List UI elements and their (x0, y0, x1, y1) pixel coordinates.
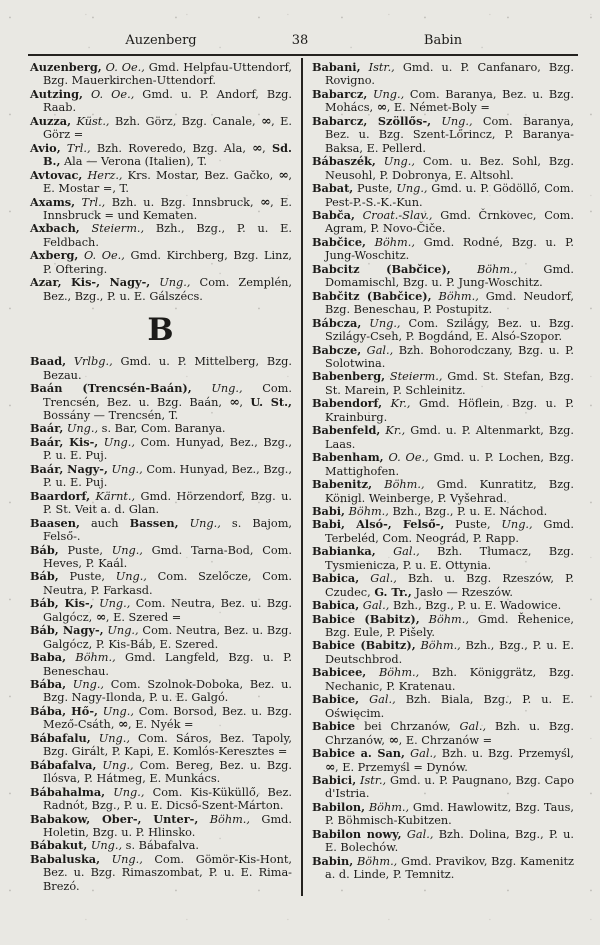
entry-headword: Babani, (312, 60, 361, 74)
entry-headword: Bábahalma, (30, 784, 106, 799)
entry-headword: Báb, Nagy-, (30, 623, 104, 638)
entry-region-abbr: Ung., (100, 852, 143, 866)
gazetteer-entry (30, 276, 292, 303)
gazetteer-entry (312, 451, 574, 478)
entry-headword: Babice a. San, (312, 746, 405, 761)
entry-region-abbr: Ung., (63, 422, 99, 436)
entry-text: auch (79, 516, 130, 530)
entry-text: Bzh. u. Bzg. Chrzanów, (325, 720, 574, 747)
entry-text: Com. Szilágy, Bez. u. Bzg. Szilágy-Cseh, P. Bogdánd, E. Alsó-Szopor. (325, 316, 575, 344)
entry-region-abbr: Küst., (71, 114, 110, 128)
entry-region-abbr: Ung., (396, 182, 428, 196)
entry-text: Puste, (353, 182, 397, 196)
entry-headword: Babi, Alsó-, Felső-, (312, 517, 445, 532)
entry-region-abbr: Ung., (98, 435, 135, 449)
header-rule (28, 54, 578, 56)
entry-headword: Babarcz, Szöllős-, (312, 113, 432, 128)
entry-text: Bzh. u. Bzg. Przemyśl, (436, 747, 574, 761)
entry-region-abbr: Böhm., (450, 262, 518, 276)
entry-region-abbr: Vrlbg., (66, 355, 113, 369)
entry-headword: Babenham, (312, 450, 384, 465)
gazetteer-entry (312, 599, 574, 612)
entry-text: Com. Sáros, Bez. Tapoly, Bzg. Girált, P. Kapi, E. Komlós-Keresztes = (43, 731, 293, 759)
page-number: 38 (291, 33, 309, 48)
entry-region-abbr: Steierm., (385, 370, 443, 384)
gazetteer-entry (312, 828, 574, 855)
entry-text: Bzh. Roveredo, Bzg. Ala, (90, 141, 253, 155)
entry-text: Com. Baranya, Bez. u. Bzg. Szent-Lőrincz, P. Baranya-Baksa, E. Pellerd. (325, 114, 574, 155)
entry-region-abbr: Istr., (356, 774, 387, 788)
entry-text: Gmd. Kirchberg, Bzg. Linz, P. Oftering. (43, 249, 292, 276)
entry-text: , E. Nyék = (128, 718, 194, 732)
column-divider (301, 58, 303, 896)
entry-text: Gmd. Helpfau-Uttendorf, Bzg. Mauerkirchen-Uttendorf. (43, 61, 292, 88)
entry-text: Bzh. u. Bzg. Innsbruck, (105, 195, 261, 209)
entry-text: , E. Német-Boly = (386, 101, 490, 115)
entry-headword: Baardorf, (30, 488, 91, 503)
entry-text: Com. Zemplén, Bez., Bzg., P. u. E. Gálszécs. (43, 276, 292, 303)
gazetteer-entry (30, 139, 292, 169)
entry-headword: Baad, (30, 354, 67, 369)
entry-text: s. Bajom, Felső-. (43, 516, 292, 544)
gazetteer-entry (30, 544, 292, 571)
gazetteer-entry (30, 61, 292, 88)
entry-headword: Auzza, (30, 113, 72, 128)
entry-region-abbr: Gal., (361, 343, 394, 357)
entry-headword: Bassen, (129, 515, 179, 530)
entry-headword: Babča, (312, 207, 355, 222)
entry-region-abbr: Böhm., (415, 639, 461, 653)
entry-headword: Baán (Trencsén-Baán), (30, 381, 192, 396)
entry-text: Gmd. Rodné, Bzg. u. P. Jung-Woschitz. (325, 235, 574, 263)
gazetteer-entry (312, 88, 574, 115)
entry-region-abbr: Ung., (96, 758, 134, 772)
entry-text: , (239, 395, 251, 409)
entries-before-heading (30, 61, 292, 303)
entry-text: Bzh. Görz, Bzg. Canale, (109, 114, 262, 128)
gazetteer-entry (30, 597, 292, 624)
entry-text: bei Chrzanów, (355, 720, 460, 734)
entry-headword: Axberg, (30, 248, 79, 263)
entry-text: Com. Gömör-Kis-Hont, Bez. u. Bzg. Rimaszombat, P. u. E. Rima-Brezó. (43, 852, 292, 893)
entry-region-abbr: Kr., (380, 424, 406, 438)
entry-region-abbr: Böhm., (372, 478, 425, 492)
post-horn-icon: ∞ (118, 716, 129, 732)
gazetteer-entry (312, 774, 574, 801)
gazetteer-entry (312, 317, 574, 344)
entry-region-abbr: Ung., (103, 624, 139, 638)
post-horn-icon: ∞ (376, 99, 387, 115)
gazetteer-entry (312, 115, 574, 155)
running-header (0, 33, 600, 51)
entry-region-abbr: Ung., (111, 543, 143, 557)
gazetteer-entry (312, 720, 574, 747)
entry-headword: Avio, (30, 140, 61, 155)
gazetteer-entry (312, 424, 574, 451)
entry-region-abbr: Trl., (75, 195, 106, 209)
entry-text: Gmd. Langfeld, Bzg. u. P. Beneschau. (43, 651, 292, 678)
entry-region-abbr: Ung., (107, 462, 143, 476)
entry-headword: Babčitz (Babčice), (312, 288, 432, 303)
entry-region-abbr: Gal., (375, 545, 420, 559)
entry-headword: Babcitz (Babčice), (312, 261, 451, 276)
entry-headword: Babarcz, (312, 86, 368, 101)
gazetteer-entry (312, 155, 574, 182)
entry-text: Gmd. u. P. Paugnano, Bzg. Capo d'Istria. (325, 774, 574, 801)
entry-text: Bzh., Bzg., P. u. E. Náchod. (388, 504, 548, 518)
entry-text: Com. Szelőcze, Com. Neutra, P. Farkasd. (43, 570, 292, 597)
entry-region-abbr: Ung., (178, 516, 221, 530)
gazetteer-entry (30, 112, 292, 142)
entry-text: , E. Görz = (43, 114, 292, 142)
entry-text: Gmd. Höflein, Bzg. u. P. Krainburg. (325, 397, 574, 424)
entry-headword: Babilon nowy, (312, 826, 402, 841)
entry-headword: Babenitz, (312, 477, 373, 492)
entry-headword: Babica, (312, 598, 360, 613)
entry-text: Gmd. Hawlowitz, Bzg. Taus, P. Böhmisch-Kubitzen. (325, 800, 574, 828)
post-horn-icon: ∞ (229, 393, 240, 409)
entry-region-abbr: Ung., (375, 155, 415, 169)
entry-region-abbr: Böhm., (419, 612, 469, 626)
entry-region-abbr: Kärnt., (90, 489, 136, 503)
entry-text: Puste, (58, 543, 112, 557)
section-heading-b: B (147, 312, 175, 349)
running-header-left: Auzenberg (125, 33, 197, 48)
gazetteer-entry (312, 209, 574, 236)
gazetteer-entry (30, 355, 292, 382)
gazetteer-entry (30, 678, 292, 705)
gazetteer-entry (30, 732, 292, 759)
entry-headword: Babici, (312, 773, 357, 788)
post-horn-icon: ∞ (278, 166, 289, 182)
entry-text: Gmd. u. P. Andorf, Bzg. Raab. (43, 87, 292, 115)
gazetteer-entry (312, 182, 574, 209)
entry-region-abbr: Ung., (90, 731, 130, 745)
entry-region-abbr: Ung., (367, 87, 405, 101)
entry-headword: Babilon, (312, 799, 366, 814)
entry-text: Com. Hunyad, Bez., Bzg., P. u. E. Puj. (43, 462, 292, 490)
gazetteer-entry (312, 397, 574, 424)
gazetteer-entry (312, 518, 574, 545)
gazetteer-entry (312, 61, 574, 88)
entry-region-abbr: Ung., (115, 570, 147, 584)
gazetteer-entry (30, 705, 292, 732)
entry-text: Ala — Verona (Italien), T. (60, 155, 207, 169)
entry-text: Bzh. Bohorodczany, Bzg. u. P. Solotwina. (325, 343, 574, 370)
entry-text: Com. Neutra, Bez. u. Bzg. Galgócz, (43, 597, 292, 624)
entry-region-abbr: Ung., (431, 114, 473, 128)
entry-text: Com. Trencsén, Bez. u. Bzg. Baán, (43, 382, 292, 409)
entry-text: Com. Borsod, Bez. u. Bzg. Mező-Csáth, (43, 704, 292, 732)
entry-headword: U. St., (250, 394, 292, 409)
entry-headword: Babaluska, (30, 851, 101, 866)
entry-text: Bzh., Bzg., P. u. E. Deutschbrod. (325, 639, 574, 666)
gazetteer-entry (312, 572, 574, 599)
entry-headword: G. Tr., (374, 584, 412, 599)
entry-text: Gmd. Řehenice, Bzg. Eule, P. Pišely. (325, 612, 575, 640)
entry-text: Gmd. Pravikov, Bzg. Kamenitz a. d. Linde, P. Temnitz. (325, 854, 574, 882)
entry-headword: Babakow, Ober-, Unter-, (30, 811, 199, 826)
entry-headword: Bábaszék, (312, 154, 376, 169)
entry-headword: Babice (Babitz), (312, 638, 416, 653)
entry-region-abbr: Trl., (60, 141, 91, 155)
right-entries (312, 61, 574, 882)
entry-text: Bzh., Bzg., P. u. E. Wadowice. (389, 599, 562, 613)
entry-text: Gmd. Kunratitz, Bzg. Königl. Weinberge, P. Vyšehrad. (325, 478, 574, 505)
gazetteer-entry (30, 422, 292, 435)
entry-text: Gmd. Črnkovec, Com. Agram, P. Novo-Čiče. (325, 208, 574, 236)
entry-text: Gmd. Neudorf, Bzg. Beneschau, P. Postupitz. (325, 289, 574, 317)
entry-region-abbr: Steierm., (79, 222, 145, 236)
entry-region-abbr: Kr., (382, 397, 411, 411)
entry-region-abbr: Ung., (191, 382, 243, 396)
entry-headword: Sd. B., (43, 140, 292, 169)
entry-region-abbr: Gal., (401, 827, 434, 841)
entry-headword: Babice, (312, 692, 360, 707)
entry-region-abbr: Ung., (97, 704, 134, 718)
gazetteer-entry (30, 517, 292, 544)
gazetteer-entry (30, 786, 292, 813)
entry-text: Gmd. Tarna-Bod, Com. Heves, P. Kaál. (43, 543, 292, 570)
gazetteer-entry (30, 651, 292, 678)
entry-headword: Axams, (30, 194, 76, 209)
entry-text: , E. Chrzanów = (398, 733, 493, 747)
entry-headword: Azar, Kis-, Nagy-, (30, 275, 151, 290)
post-horn-icon: ∞ (261, 112, 272, 128)
gazetteer-entry (30, 490, 292, 517)
gazetteer-entry (30, 853, 292, 893)
entry-region-abbr: Böhm., (353, 854, 398, 868)
entry-text: , (262, 141, 272, 155)
post-horn-icon: ∞ (325, 758, 336, 774)
entry-text: Puste, (444, 518, 502, 532)
entry-text: Com. Szolnok-Doboka, Bez. u. Bzg. Nagy-Ilonda, P. u. E. Galgó. (43, 678, 292, 705)
entry-region-abbr: Ung., (87, 839, 123, 853)
gazetteer-entry (312, 478, 574, 505)
entry-headword: Báb, (30, 542, 59, 557)
entry-text: Jasło — Rzeszów. (411, 585, 514, 599)
entry-text: Com. u. Bez. Sohl, Bzg. Neusohl, P. Dobronya, E. Altsohl. (325, 155, 574, 182)
entry-text: Com. Neutra, Bez. u. Bzg. Galgócz, P. Kis-Báb, E. Szered. (43, 624, 292, 651)
entry-text: Gmd. Domamischl, Bzg. u. P. Jung-Woschitz. (325, 262, 574, 290)
right-column (312, 61, 574, 882)
entry-headword: Babat, (312, 181, 354, 196)
entry-text: Bzh., Bzg., P. u. E. Feldbach. (43, 222, 292, 249)
entry-headword: Bábafalva, (30, 757, 97, 772)
entry-text: s. Bábafalva. (122, 839, 199, 853)
gazetteer-entry (312, 344, 574, 371)
entry-text: , E. Mostar =, T. (43, 168, 292, 196)
entry-text: Gmd. Holetin, Bzg. u. P. Hlinsko. (43, 812, 292, 840)
entry-text: Bzh. u. Bzg. Rzeszów, P. Czudec, (325, 572, 574, 599)
entries-after-heading (30, 355, 292, 893)
entry-text: Com. Bereg, Bez. u. Bzg. Ilósva, P. Hátmeg, E. Munkács. (43, 758, 292, 786)
entry-text: Gmd. Hörzendorf, Bzg. u. P. St. Veit a. d. Glan. (43, 489, 292, 517)
gazetteer-entry (312, 290, 574, 317)
gazetteer-entry (312, 613, 574, 640)
entry-region-abbr: Ung., (150, 276, 191, 290)
gazetteer-entry (312, 801, 574, 828)
gazetteer-entry (30, 249, 292, 276)
entry-region-abbr: Istr., (360, 61, 395, 74)
entry-text: Com. Hunyad, Bez., Bzg., P. u. E. Puj. (43, 435, 292, 463)
entry-headword: Babcze, (312, 342, 362, 357)
entry-headword: Bába, Hő-, (30, 703, 98, 718)
entry-headword: Babicee, (312, 665, 367, 680)
entry-region-abbr: Böhm., (366, 666, 420, 680)
entry-region-abbr: O. Oe., (78, 249, 125, 263)
entry-text: Gmd. u. P. Altenmarkt, Bzg. Laas. (325, 424, 574, 451)
entry-headword: Bábafalu, (30, 730, 91, 745)
entry-text: , E. Przemyśl = Dynów. (335, 760, 468, 774)
entry-headword: Babenberg, (312, 369, 386, 384)
gazetteer-entry (30, 166, 292, 196)
gazetteer-entry (30, 463, 292, 490)
gazetteer-entry (30, 570, 292, 597)
entry-headword: Baár, (30, 421, 64, 436)
entry-text: Gmd. Terbeléd, Com. Neográd, P. Rapp. (325, 518, 574, 545)
entry-region-abbr: Ung., (66, 678, 105, 692)
entry-text: Bzh. Biala, Bzg., P. u. E. Oświęcim. (325, 693, 575, 720)
entry-text: , E. Innsbruck = und Kematen. (43, 195, 292, 222)
entry-headword: Baba, (30, 650, 67, 665)
entry-headword: Bába, (30, 677, 67, 692)
gazetteer-entry (30, 839, 292, 852)
entry-headword: Baár, Nagy-, (30, 461, 108, 476)
entry-headword: Babi, (312, 503, 345, 518)
gazetteer-entry (30, 813, 292, 840)
entry-region-abbr: Ung., (105, 785, 145, 799)
gazetteer-entry (312, 639, 574, 666)
entry-text: Bzh. Dolina, Bzg., P. u. E. Bolechów. (325, 827, 575, 855)
entry-headword: Babice (Babitz), (312, 611, 420, 626)
gazetteer-entry (312, 747, 574, 774)
entry-region-abbr: Böhm., (365, 235, 415, 249)
gazetteer-entry (312, 545, 574, 572)
entry-text: Puste, (58, 570, 116, 584)
entry-text: Gmd. St. Stefan, Bzg. St. Marein, P. Schleinitz. (325, 370, 574, 397)
running-header-right: Babin (423, 33, 463, 48)
gazetteer-entry (30, 624, 292, 651)
entry-region-abbr: O. Oe., (101, 61, 145, 74)
entry-region-abbr: Ung., (93, 597, 131, 611)
entry-region-abbr: Böhm., (431, 289, 479, 303)
entry-region-abbr: Gal., (359, 572, 397, 586)
entry-headword: Babice (312, 719, 356, 734)
entry-text: Gmd. u. P. Mittelberg, Bzg. Bezau. (43, 355, 292, 382)
post-horn-icon: ∞ (388, 731, 399, 747)
entry-headword: Baasen, (30, 515, 80, 530)
entry-text: , E. Szered = (105, 610, 182, 624)
gazetteer-entry (312, 263, 574, 290)
entry-region-abbr: Böhm., (345, 504, 389, 518)
entry-headword: Báb, Kis-, (30, 596, 94, 611)
entry-headword: Babin, (312, 853, 354, 868)
gazetteer-entry (30, 436, 292, 463)
gazetteer-entry (30, 759, 292, 786)
entry-region-abbr: Ung., (501, 518, 533, 532)
entry-headword: Baár, Kis-, (30, 434, 99, 449)
entry-region-abbr: Herz., (82, 168, 123, 182)
gazetteer-entry (312, 855, 574, 882)
entry-region-abbr: Böhm., (66, 651, 116, 665)
entry-headword: Babendorf, (312, 396, 383, 411)
entry-headword: Babčice, (312, 234, 366, 249)
post-horn-icon: ∞ (252, 139, 263, 155)
entry-region-abbr: Croat.-Slav., (354, 208, 433, 222)
entry-text: Gmd. u. P. Canfanaro, Bzg. Rovigno. (325, 61, 574, 88)
entry-headword: Báb, (30, 569, 59, 584)
entry-headword: Auzenberg, (30, 60, 102, 74)
entry-text: s. Bar, Com. Baranya. (98, 422, 226, 436)
entry-region-abbr: Ung., (361, 316, 401, 330)
entry-text: Bossány — Trencsén, T. (43, 408, 179, 422)
entry-text: Gmd. u. P. Lochen, Bzg. Mattighofen. (325, 451, 574, 478)
entry-region-abbr: O. Oe., (383, 451, 429, 465)
gazetteer-entry (312, 693, 574, 720)
entry-headword: Avtovac, (30, 167, 83, 182)
gazetteer-entry (30, 193, 292, 223)
entry-headword: Bábakut, (30, 838, 88, 853)
entry-headword: Axbach, (30, 221, 80, 236)
entry-region-abbr: Gal., (359, 693, 396, 707)
entry-headword: Autzing, (30, 86, 83, 101)
gazetteer-entry (312, 666, 574, 693)
entry-region-abbr: Gal., (459, 720, 487, 734)
gazetteer-entry (312, 236, 574, 263)
entry-region-abbr: Böhm., (198, 812, 250, 826)
entry-text: Gmd. u. P. Gödöllő, Com. Pest-P.-S.-K.-Kun. (325, 182, 574, 209)
entry-region-abbr: Gal., (359, 599, 390, 613)
entry-text: Bzh. Königgrätz, Bzg. Nechanic, P. Kratenau. (325, 666, 574, 693)
gazetteer-entry (30, 382, 292, 422)
entry-region-abbr: Böhm., (365, 800, 410, 814)
entry-headword: Babianka, (312, 544, 376, 559)
gazetteer-entry (312, 370, 574, 397)
entry-text: Com. Baranya, Bez. u. Bzg. Mohács, (325, 87, 574, 115)
post-horn-icon: ∞ (95, 608, 106, 624)
entry-headword: Bábcza, (312, 315, 362, 330)
post-horn-icon: ∞ (260, 193, 271, 209)
gazetteer-entry (30, 222, 292, 249)
entry-region-abbr: Gal., (404, 747, 437, 761)
gazetteer-entry (312, 505, 574, 518)
entry-headword: Babenfeld, (312, 423, 381, 438)
entry-region-abbr: O. Oe., (82, 87, 135, 101)
entry-text: Krs. Mostar, Bez. Gačko, (122, 168, 279, 182)
gazetteer-entry (30, 88, 292, 115)
entry-headword: Babica, (312, 571, 360, 586)
entry-text: Com. Kis-Küküllő, Bez. Radnót, Bzg., P. u. E. Dicső-Szent-Márton. (43, 785, 292, 813)
left-column (30, 61, 292, 893)
entry-text: Bzh. Tłumacz, Bzg. Tysmienicza, P. u. E. Ottynia. (325, 545, 574, 572)
